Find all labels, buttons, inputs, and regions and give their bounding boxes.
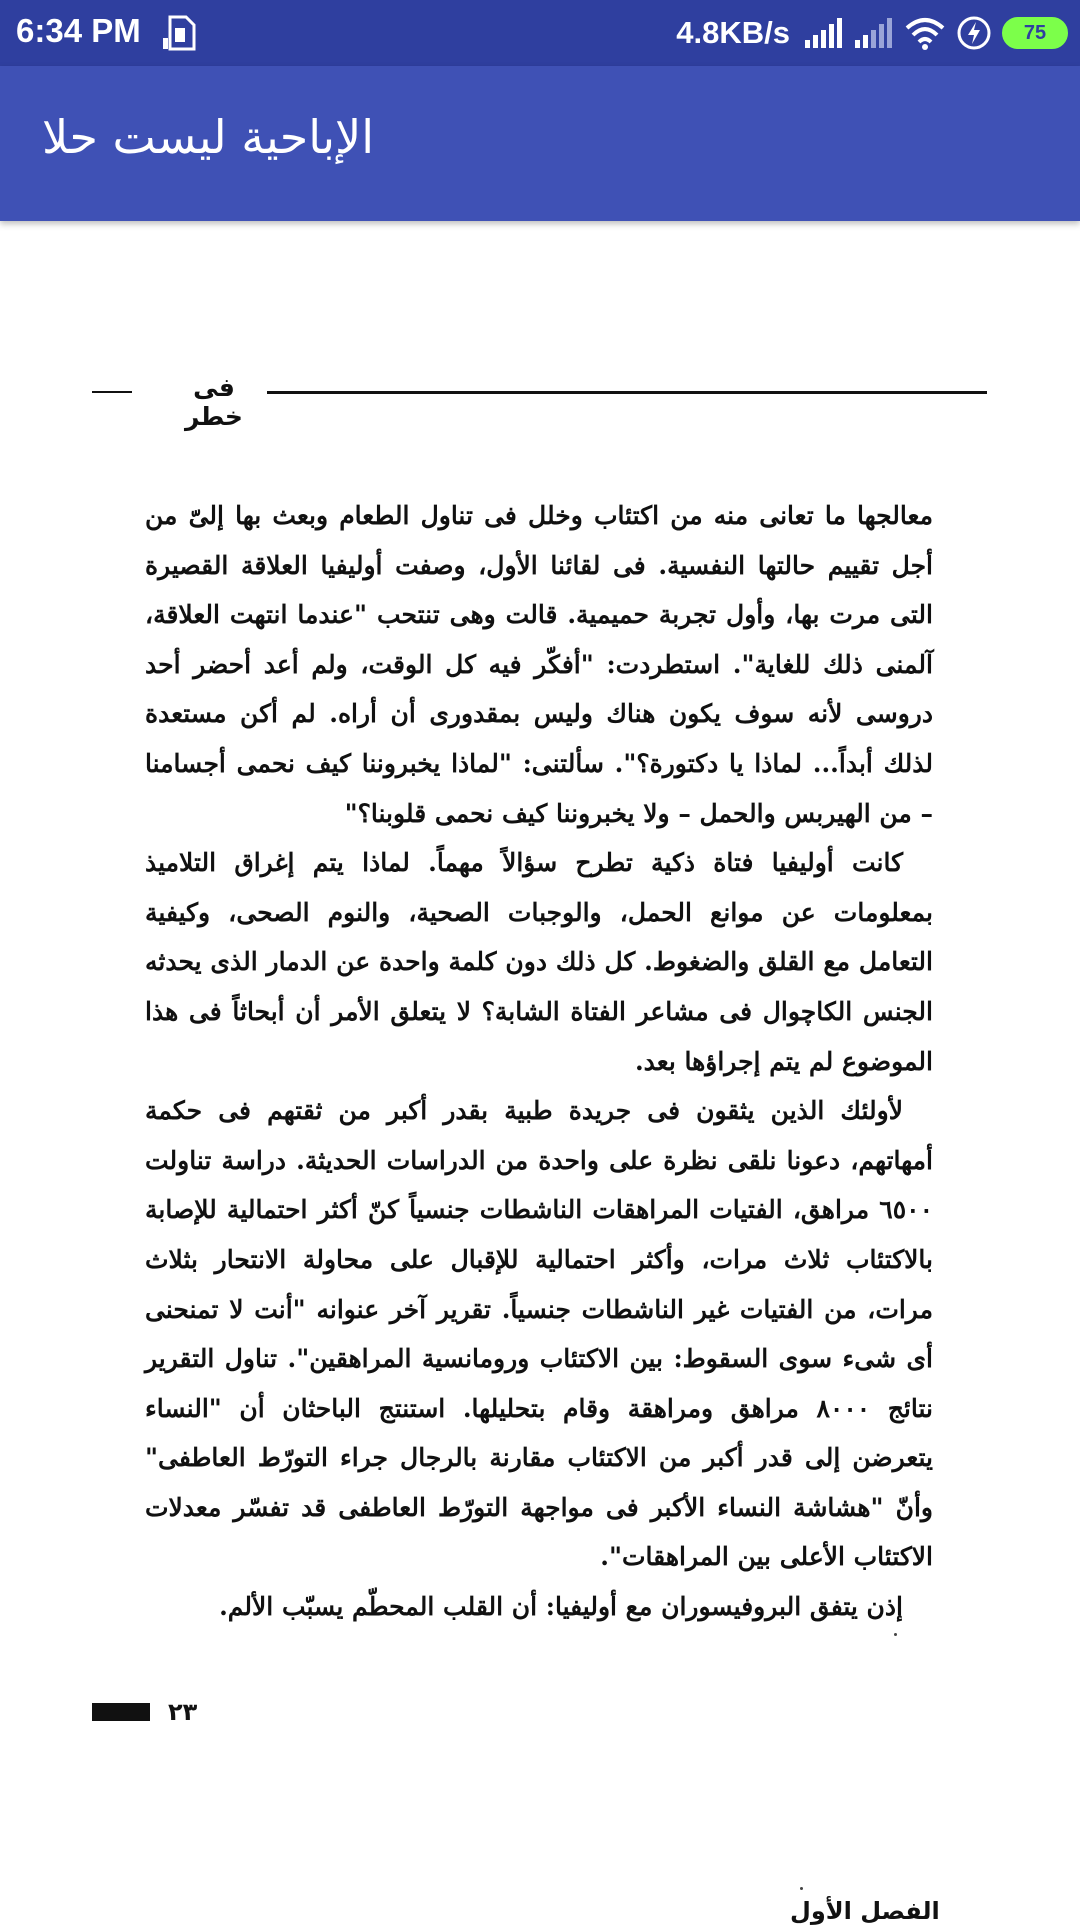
page-body-text	[145, 491, 933, 1632]
signal-strength-icon	[804, 18, 844, 48]
sim-card-icon	[160, 14, 200, 52]
paragraph-4: إذن يتفق البروفيسوران مع أوليفيا: أن القلب المحطّم يسبّب الألم.	[219, 1592, 903, 1622]
status-time: 6:34 PM	[16, 12, 141, 49]
header-divider-long	[267, 391, 987, 394]
charging-icon	[956, 15, 992, 51]
scan-speck	[894, 1633, 897, 1636]
header-divider-short	[92, 391, 132, 393]
paragraph-1: معالجها ما تعانى منه من اكتئاب وخلل فى تناول الطعام وبعث بها إلىّ من أجل تقييم حالتها النفسية. فى لقائنا الأول، وصفت أوليفيا العلاقة القصيرة التى مرت بها، وأول تجربة حميمية. قالت وهى تنتحب "عندما انتهت العلاقة، آلمنى ذلك للغاية". استطردت: "أفكّر فيه كل الوقت، ولم أعد أحضر أحد دروسى لأنه سوف يكون هناك وليس بمقدورى أن أراه. لم أكن مستعدة لذلك أبداً... لماذا يا دكتورة؟". سألتنى: "لماذا يخبروننا كيف نحمى أجسامنا – من الهيربس والحمل – ولا يخبروننا كيف نحمى قلوبنا؟"	[145, 501, 933, 828]
signal-strength-secondary-icon	[854, 18, 894, 48]
wifi-icon	[904, 16, 946, 50]
paragraph-2: كانت أوليفيا فتاة ذكية تطرح سؤالاً مهماً. لماذا يتم إغراق التلاميذ بمعلومات عن موانع الحمل، والوجبات الصحية، والنوم الصحى، وكيفية التعامل مع القلق والضغوط. كل ذلك دون كلمة واحدة عن الدمار الذى يحدثه الجنس الكاچوال فى مشاعر الفتاة الشابة؟ لا يتعلق الأمر أن أبحاثاً فى هذا الموضوع لم يتم إجراؤها بعد.	[145, 848, 933, 1076]
next-page-peek: الفصل الأول	[790, 1897, 940, 1925]
running-header-label: فى خطر	[185, 373, 243, 431]
battery-level: 75	[1023, 21, 1047, 44]
app-title: الإباحية ليست حلا	[42, 110, 375, 164]
page-number: ٢٣	[168, 1698, 198, 1726]
running-header	[92, 373, 987, 431]
network-speed: 4.8KB/s	[676, 15, 790, 50]
page-footer	[92, 1697, 197, 1727]
status-right-group	[676, 10, 1068, 56]
scan-speck	[800, 1887, 803, 1890]
paragraph-3: لأولئك الذين يثقون فى جريدة طبية بقدر أكبر من ثقتهم فى حكمة أمهاتهم، دعونا نلقى نظرة على واحدة من الدراسات الحديثة. دراسة تناولت ٦٥٠٠ مراهق، الفتيات المراهقات الناشطات جنسياً كنّ أكثر احتمالية للإصابة بالاكتئاب ثلاث مرات، وأكثر احتمالية للإقبال على محاولة الانتحار بثلاث مرات، من الفتيات غير الناشطات جنسياً. تقرير آخر عنوانه "أنت لا تمنحنى أى شىء سوى السقوط: بين الاكتئاب ورومانسية المراهقين". تناول التقرير نتائج ٨٠٠٠ مراهق ومراهقة وقام بتحليلها. استنتج الباحثان أن "النساء يتعرضن إلى قدر أكبر من الاكتئاب مقارنة بالرجال جراء التورّط العاطفى" وأنّ "هشاشة النساء الأكبر فى مواجهة التورّط العاطفى قد تفسّر معدلات الاكتئاب الأعلى بين المراهقات".	[145, 1096, 934, 1572]
battery-icon	[1002, 17, 1068, 49]
footer-bar-mark	[92, 1703, 150, 1721]
app-bar	[0, 66, 1080, 221]
book-page[interactable]	[0, 221, 1080, 1925]
status-bar	[0, 0, 1080, 66]
